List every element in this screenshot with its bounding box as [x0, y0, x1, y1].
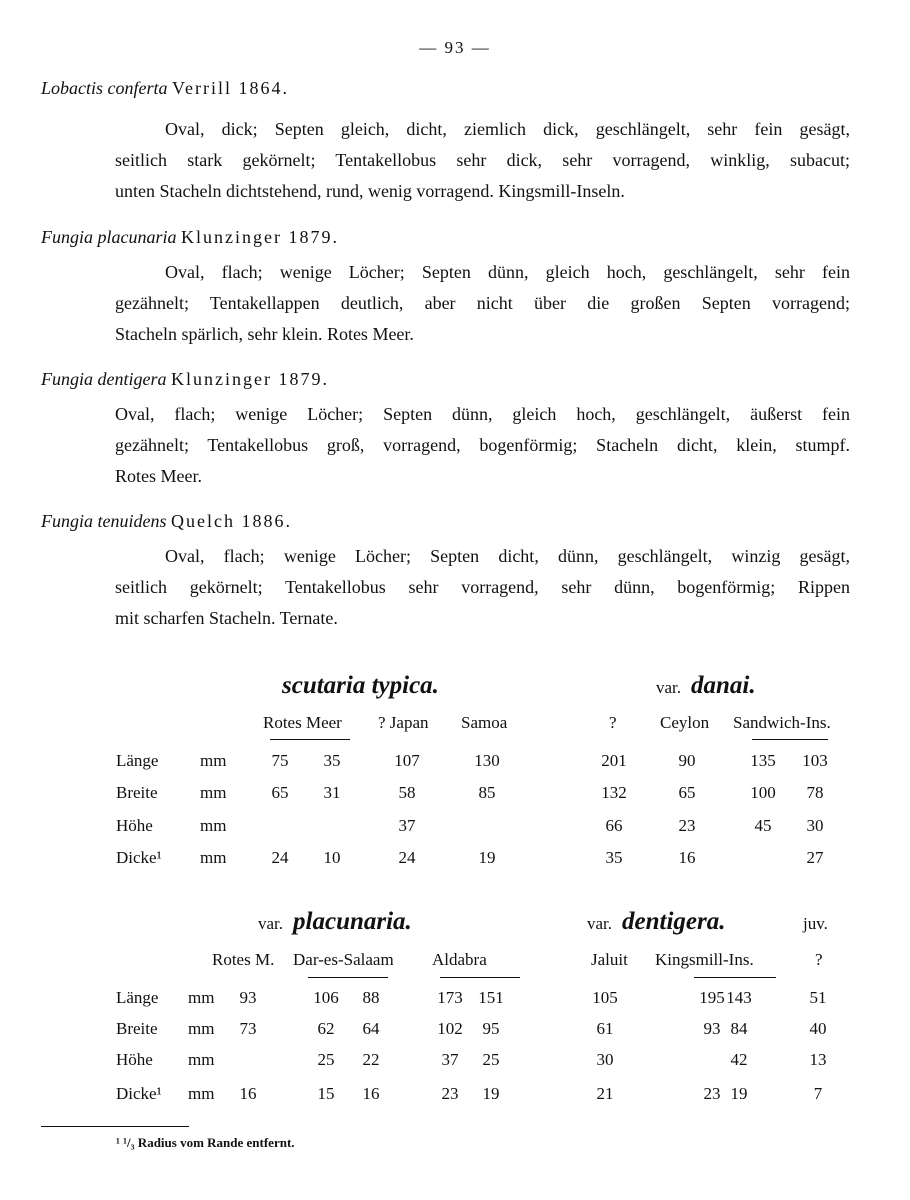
- table-cell: 23: [441, 1084, 459, 1103]
- species-author: Quelch 1886.: [170, 511, 292, 531]
- table-cell: 93: [239, 988, 257, 1007]
- header-brace: [308, 977, 388, 986]
- table-cell: 103: [802, 751, 828, 770]
- table-cell: 85: [478, 783, 496, 802]
- entry-description: [115, 399, 850, 492]
- row-unit: mm: [200, 783, 227, 802]
- table-cell: 73: [239, 1019, 257, 1038]
- table-cell: 88: [362, 988, 380, 1007]
- row-label: Höhe: [116, 1050, 153, 1069]
- entry-description: [115, 541, 850, 634]
- footnote-divider: [41, 1126, 189, 1127]
- table-cell: 25: [482, 1050, 500, 1069]
- table-cell: 27: [806, 848, 824, 867]
- species-name: Fungia tenuidens: [41, 511, 167, 531]
- row-label: Breite: [116, 1019, 158, 1038]
- column-header: Samoa: [461, 713, 508, 732]
- text-line: unten Stacheln dichtstehend, rund, wenig vorragend. Kingsmill-Inseln.: [115, 181, 625, 201]
- row-unit: mm: [188, 988, 215, 1007]
- table-cell: 19: [482, 1084, 500, 1103]
- row-unit: mm: [200, 816, 227, 835]
- table-cell: 132: [601, 783, 627, 802]
- table-cell: 24: [398, 848, 416, 867]
- column-header: Aldabra: [432, 950, 487, 969]
- table-row: [0, 783, 910, 815]
- column-header: Dar-es-Salaam: [293, 950, 394, 969]
- table-cell: 21: [596, 1084, 614, 1103]
- column-header: ? Japan: [378, 713, 429, 732]
- table-cell: 65: [678, 783, 696, 802]
- table-cell: 95: [482, 1019, 500, 1038]
- column-header: Ceylon: [660, 713, 710, 732]
- table-cell: 90: [678, 751, 696, 770]
- column-header: ?: [609, 713, 617, 732]
- table-cell: 10: [323, 848, 341, 867]
- table-cell: 42: [730, 1050, 748, 1069]
- row-unit: mm: [200, 848, 227, 867]
- table-cell: 23: [678, 816, 696, 835]
- table-row: [0, 816, 910, 848]
- table-cell: 37: [398, 816, 416, 835]
- row-label: Länge: [116, 751, 159, 770]
- table-title: scutaria typica.: [282, 672, 439, 699]
- table-cell: 58: [398, 783, 416, 802]
- table-title: [258, 908, 412, 936]
- table-cell: 15: [317, 1084, 335, 1103]
- table-cell: 62: [317, 1019, 335, 1038]
- table-cell: 25: [317, 1050, 335, 1069]
- header-brace: [694, 977, 776, 986]
- text-line: Oval, dick; Septen gleich, dicht, ziemlich dick, geschlängelt, sehr fein gesägt,: [165, 119, 850, 139]
- table-cell: 173: [437, 988, 463, 1007]
- table-cell: 102: [437, 1019, 463, 1038]
- table-cell: 19: [730, 1084, 748, 1103]
- table-cell: 23: [703, 1084, 721, 1103]
- row-label: Höhe: [116, 816, 153, 835]
- table-cell: 35: [323, 751, 341, 770]
- table-cell: 37: [441, 1050, 459, 1069]
- column-header: Rotes M.: [212, 950, 275, 969]
- var-name: dentigera.: [622, 908, 726, 935]
- table-cell: 143: [726, 988, 752, 1007]
- table-cell: 30: [596, 1050, 614, 1069]
- text-line: Rotes Meer.: [115, 466, 202, 486]
- table-cell: 78: [806, 783, 824, 802]
- table-cell: 75: [271, 751, 289, 770]
- table-cell: 84: [730, 1019, 748, 1038]
- header-brace: [270, 739, 350, 748]
- row-unit: mm: [200, 751, 227, 770]
- text-line: gezähnelt; Tentakellobus groß, vorragend, bogenförmig; Stacheln dicht, klein, stumpf.: [115, 435, 850, 455]
- table-cell: 201: [601, 751, 627, 770]
- table-cell: 24: [271, 848, 289, 867]
- var-name: danai.: [691, 672, 756, 699]
- column-header: Sandwich-Ins.: [733, 713, 831, 732]
- table-cell: 107: [394, 751, 420, 770]
- row-unit: mm: [188, 1084, 215, 1103]
- text-line: seitlich gekörnelt; Tentakellobus sehr vorragend, sehr dünn, bogenförmig; Rippen: [115, 577, 850, 597]
- table-cell: 40: [809, 1019, 827, 1038]
- table-row: [0, 751, 910, 783]
- table-row: [0, 1019, 910, 1051]
- table-cell: 19: [478, 848, 496, 867]
- var-name: placunaria.: [293, 908, 412, 935]
- species-name: Fungia placunaria: [41, 227, 177, 247]
- table-title: [656, 672, 756, 700]
- table-cell: 65: [271, 783, 289, 802]
- text-line: Oval, flach; wenige Löcher; Septen dicht, dünn, geschlängelt, winzig gesägt,: [165, 546, 850, 566]
- table-cell: 30: [806, 816, 824, 835]
- row-label: Dicke¹: [116, 848, 162, 867]
- table-cell: 64: [362, 1019, 380, 1038]
- table-cell: 151: [478, 988, 504, 1007]
- text-line: gezähnelt; Tentakellappen deutlich, aber nicht über die großen Septen vorragend;: [115, 293, 850, 313]
- table-title: [587, 908, 726, 936]
- table-cell: 35: [605, 848, 623, 867]
- text-line: Stacheln spärlich, sehr klein. Rotes Meer.: [115, 324, 414, 344]
- table-cell: 61: [596, 1019, 614, 1038]
- species-name: Lobactis conferta: [41, 78, 168, 98]
- row-label: Breite: [116, 783, 158, 802]
- text-line: mit scharfen Stacheln. Ternate.: [115, 608, 338, 628]
- header-brace: [752, 739, 828, 748]
- column-header: Jaluit: [591, 950, 628, 969]
- table-cell: 16: [239, 1084, 257, 1103]
- table-cell: 105: [592, 988, 618, 1007]
- entry-description: [115, 257, 850, 350]
- entry-heading: [41, 78, 289, 99]
- table-row: [0, 988, 910, 1020]
- table-cell: 22: [362, 1050, 380, 1069]
- page-number: — 93 —: [419, 38, 491, 57]
- entry-heading: [41, 227, 339, 248]
- table-cell: 106: [313, 988, 339, 1007]
- table-cell: 31: [323, 783, 341, 802]
- species-name: Fungia dentigera: [41, 369, 167, 389]
- table-cell: 100: [750, 783, 776, 802]
- table-cell: 7: [813, 1084, 823, 1103]
- var-label: var.: [587, 914, 613, 933]
- row-unit: mm: [188, 1050, 215, 1069]
- column-header: Kingsmill-Ins.: [655, 950, 754, 969]
- table-row: [0, 1050, 910, 1082]
- table-row: [0, 1084, 910, 1116]
- row-label: Dicke¹: [116, 1084, 162, 1103]
- text-line: Oval, flach; wenige Löcher; Septen dünn, gleich hoch, geschlängelt, sehr fein: [165, 262, 850, 282]
- var-label: var.: [258, 914, 284, 933]
- species-author: Verrill 1864.: [172, 78, 289, 98]
- table-cell: 13: [809, 1050, 827, 1069]
- table-cell: 16: [362, 1084, 380, 1103]
- species-author: Klunzinger 1879.: [170, 369, 329, 389]
- table-cell: 130: [474, 751, 500, 770]
- table-cell: 16: [678, 848, 696, 867]
- column-header: Rotes Meer: [263, 713, 342, 732]
- table-cell: 93: [703, 1019, 721, 1038]
- row-unit: mm: [188, 1019, 215, 1038]
- table-cell: 195: [699, 988, 725, 1007]
- table-row: [0, 848, 910, 880]
- table-cell: 135: [750, 751, 776, 770]
- text-line: seitlich stark gekörnelt; Tentakellobus sehr dick, sehr vorragend, winklig, subacut;: [115, 150, 850, 170]
- header-brace: [440, 977, 520, 986]
- table-cell: 51: [809, 988, 827, 1007]
- text-line: Oval, flach; wenige Löcher; Septen dünn, gleich hoch, geschlängelt, äußerst fein: [115, 404, 850, 424]
- table-cell: 66: [605, 816, 623, 835]
- species-author: Klunzinger 1879.: [181, 227, 339, 247]
- entry-heading: [41, 369, 329, 390]
- table-title: juv.: [803, 914, 828, 933]
- table-cell: 45: [754, 816, 772, 835]
- footnote: ¹ ¹/₃ Radius vom Rande entfernt.: [116, 1135, 295, 1150]
- entry-description: [115, 114, 850, 207]
- column-header: ?: [815, 950, 823, 969]
- entry-heading: [41, 511, 292, 532]
- row-label: Länge: [116, 988, 159, 1007]
- var-label: var.: [656, 678, 682, 697]
